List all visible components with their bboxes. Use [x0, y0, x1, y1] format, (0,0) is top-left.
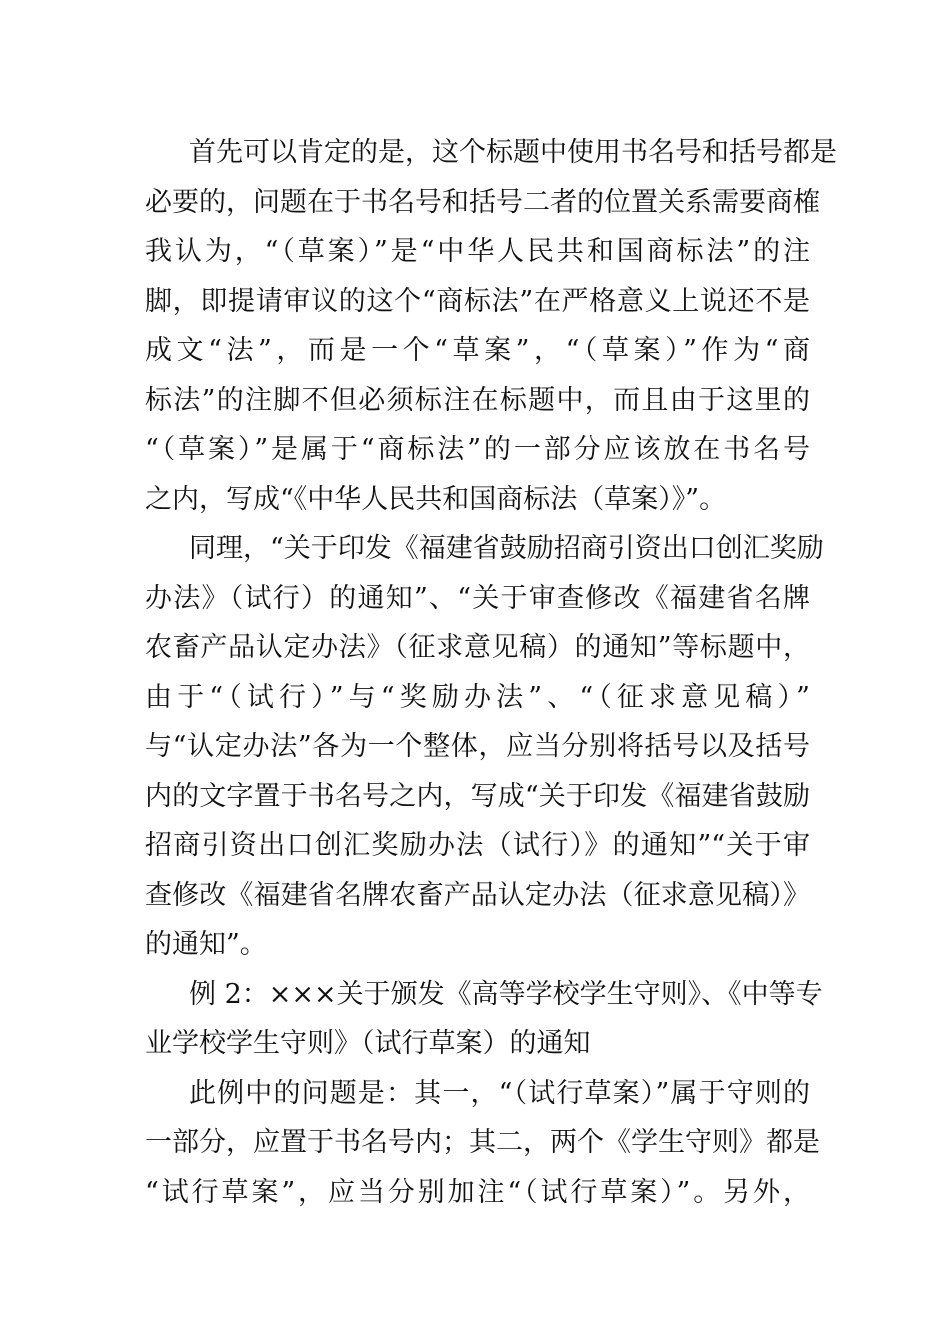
text-line: 成文“法”，而是一个“草案”，“（草案）”作为“商 — [145, 335, 810, 366]
text-line: 例 2：×××关于颁发《高等学校学生守则》、《中等专 — [189, 978, 823, 1010]
text-line: 必要的，问题在于书名号和括号二者的位置关系需要商榷 — [145, 186, 820, 218]
body-text — [145, 128, 837, 1217]
text-line: 脚，即提请审议的这个“商标法”在严格意义上说还不是 — [145, 285, 810, 317]
text-line: 内的文字置于书名号之内，写成“关于印发《福建省鼓励 — [145, 780, 810, 812]
text-line: 业学校学生守则》（试行草案）的通知 — [145, 1028, 591, 1059]
text-line: 农畜产品认定办法》（征求意见稿）的通知”等标题中， — [145, 632, 810, 663]
text-line: 与“认定办法”各为一个整体，应当分别将括号以及括号 — [145, 731, 810, 762]
text-line: 查修改《福建省名牌农畜产品认定办法（征求意见稿）》 — [145, 879, 810, 911]
text-line: “试行草案”，应当分别加注“（试行草案）”。另外， — [145, 1176, 810, 1208]
text-line: 一部分，应置于书名号内；其二，两个《学生守则》都是 — [145, 1127, 820, 1158]
text-line: 之内，写成“《中华人民共和国商标法（草案）》”。 — [145, 483, 727, 515]
text-line: “（草案）”是属于“商标法”的一部分应该放在书名号 — [145, 434, 810, 465]
text-line: 招商引资出口创汇奖励办法（试行）》的通知”“关于审 — [145, 830, 810, 861]
text-line: 标法”的注脚不但必须标注在标题中，而且由于这里的 — [145, 384, 810, 416]
text-line: 由于“（试行）”与“奖励办法”、“（征求意见稿）” — [145, 681, 810, 713]
text-line: 办法》（试行）的通知”、“关于审查修改《福建省名牌 — [145, 582, 810, 614]
text-line: 此例中的问题是：其一，“（试行草案）”属于守则的 — [189, 1077, 810, 1109]
text-line: 我认为，“（草案）”是“中华人民共和国商标法”的注 — [145, 236, 810, 267]
text-line: 首先可以肯定的是，这个标题中使用书名号和括号都是 — [189, 137, 837, 168]
text-line: 的通知”。 — [145, 929, 267, 960]
text-line: 同理，“关于印发《福建省鼓励招商引资出口创汇奖励 — [189, 533, 824, 564]
